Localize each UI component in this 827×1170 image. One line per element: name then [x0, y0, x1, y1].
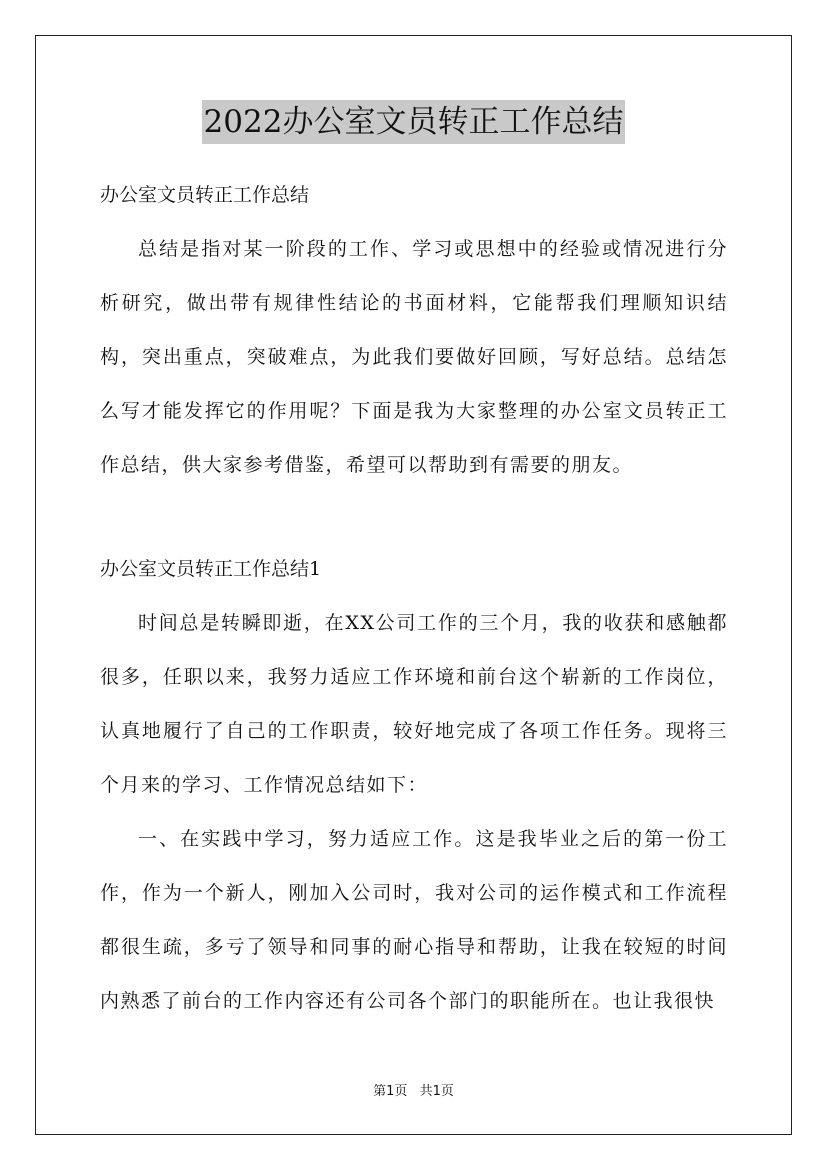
- section1-paragraph-2: 一、在实践中学习，努力适应工作。这是我毕业之后的第一份工作，作为一个新人，刚加入公司时，我对公司的运作模式和工作流程都很生疏，多亏了领导和同事的耐心指导和帮助，让我在较短的时间内熟悉了前台的工作内容还有公司各个部门的职能所在。也让我很快: [100, 828, 728, 1012]
- document-title: 2022办公室文员转正工作总结: [202, 100, 626, 144]
- intro-paragraph: 总结是指对某一阶段的工作、学习或思想中的经验或情况进行分析研究，做出带有规律性结论的书面材料，它能帮我们理顺知识结构，突出重点，突破难点，为此我们要做好回顾，写好总结。总结怎么写才能发挥它的作用呢？下面是我为大家整理的办公室文员转正工作总结，供大家参考借鉴，希望可以帮助到有需要的朋友。: [100, 238, 728, 476]
- title-wrap: [0, 100, 827, 144]
- intro-heading: 办公室文员转正工作总结: [100, 184, 310, 206]
- section1-heading: 办公室文员转正工作总结1: [100, 558, 322, 580]
- page-number-total: 共1页: [419, 1084, 454, 1099]
- document-body: [100, 168, 728, 1028]
- section1-paragraph-1: 时间总是转瞬即逝，在XX公司工作的三个月，我的收获和感触都很多，任职以来，我努力适应工作环境和前台这个崭新的工作岗位，认真地履行了自己的工作职责，较好地完成了各项工作任务。现将三个月来的学习、工作情况总结如下：: [100, 612, 728, 796]
- page-number-current: 第1页: [373, 1084, 408, 1099]
- section-gap: [100, 492, 728, 542]
- page-footer: [0, 1083, 827, 1101]
